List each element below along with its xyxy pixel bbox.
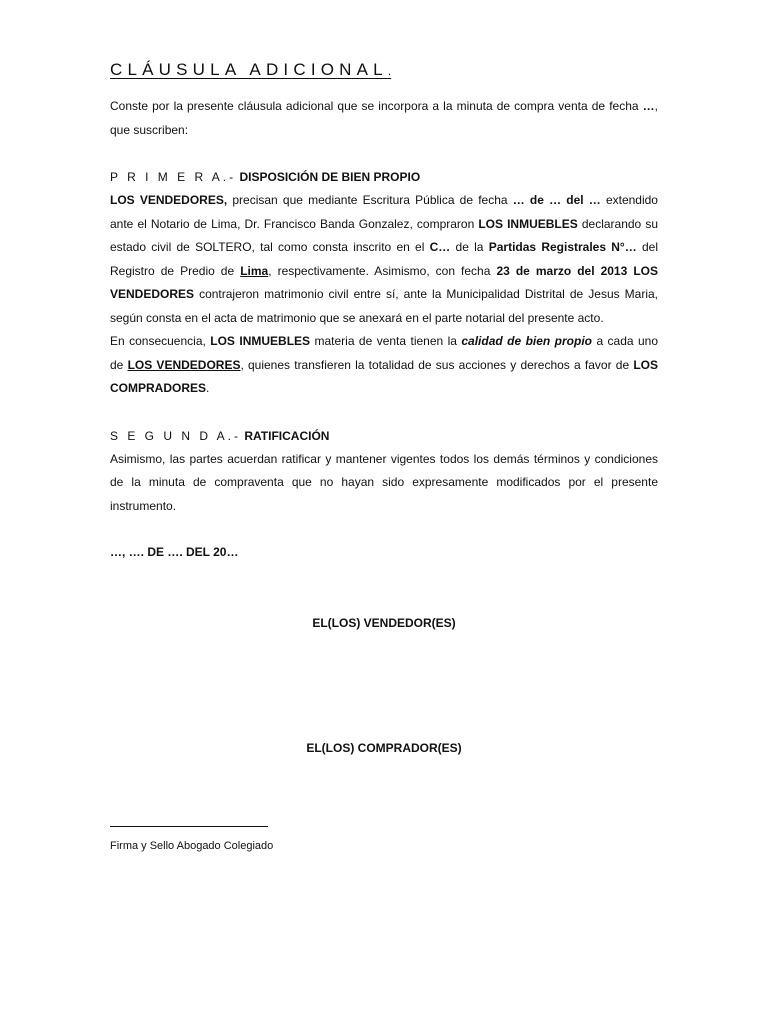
clause-primera-title: DISPOSICIÓN DE BIEN PROPIO bbox=[239, 170, 421, 184]
intro-text-end: , que suscriben: bbox=[110, 99, 658, 137]
text: a cada uno de bbox=[110, 334, 659, 372]
bold-lima: Lima bbox=[240, 263, 269, 278]
clause-segunda-label: S E G U N D A.- bbox=[110, 428, 242, 443]
bold-fecha: … de … del … bbox=[512, 193, 601, 207]
text: de la bbox=[450, 240, 489, 254]
signature-vendedor: EL(LOS) VENDEDOR(ES) bbox=[312, 616, 456, 630]
date-line: …, …. DE …. DEL 20… bbox=[110, 545, 239, 559]
bold-c: C… bbox=[429, 240, 451, 254]
bold-compradores: LOS COMPRADORES bbox=[110, 357, 658, 395]
text: extendido ante el Notario de Lima, Dr. Francisco Banda Gonzalez, compraron bbox=[110, 193, 658, 231]
bold-marzo: 23 de marzo del 2013 LOS VENDEDORES bbox=[110, 263, 658, 301]
clause-primera-paragraph-2 bbox=[110, 330, 658, 401]
text: precisan que mediante Escritura Pública de fecha bbox=[227, 193, 513, 207]
clause-primera-paragraph-1 bbox=[110, 189, 658, 330]
clause-segunda-paragraph: Asimismo, las partes acuerdan ratificar y mantener vigentes todos los demás términos y condiciones de la minuta de compraventa que no hayan sido expresamente modificados por el presente instrumento. bbox=[110, 451, 658, 513]
document-title-text: CLÁUSULA ADICIONAL bbox=[110, 60, 388, 79]
intro-paragraph bbox=[110, 95, 658, 142]
signature-line bbox=[110, 826, 268, 827]
clause-segunda-heading bbox=[110, 425, 658, 448]
document-title-dot: . bbox=[387, 64, 392, 78]
signature-comprador: EL(LOS) COMPRADOR(ES) bbox=[306, 741, 462, 755]
text: , respectivamente. Asimismo, con fecha bbox=[268, 263, 497, 278]
clause-primera-label: P R I M E R A.- bbox=[110, 170, 237, 184]
document-title bbox=[110, 58, 658, 83]
text: del Registro de Predio de bbox=[110, 240, 658, 278]
intro-date-placeholder: … bbox=[642, 99, 655, 113]
clause-segunda-title: RATIFICACIÓN bbox=[244, 428, 330, 443]
text: . bbox=[206, 381, 210, 395]
bold-italic-bien-propio: calidad de bien propio bbox=[461, 334, 593, 348]
bold-vendedores: LOS VENDEDORES bbox=[127, 357, 241, 372]
bold-partidas: Partidas Registrales N°… bbox=[488, 240, 637, 254]
clause-primera-heading bbox=[110, 166, 658, 189]
intro-text: Conste por la presente cláusula adicional que se incorpora a la minuta de compra venta de fecha bbox=[110, 99, 643, 113]
bold-vendedores: LOS VENDEDORES, bbox=[110, 193, 228, 207]
text: declarando su estado civil de SOLTERO, tal como consta inscrito en el bbox=[110, 216, 658, 254]
text: En consecuencia, bbox=[110, 334, 211, 348]
text: materia de venta tienen la bbox=[310, 334, 462, 348]
text: , quienes transfieren la totalidad de sus acciones y derechos a favor de bbox=[240, 357, 634, 372]
signature-abogado: Firma y Sello Abogado Colegiado bbox=[110, 840, 274, 852]
text: contrajeron matrimonio civil entre sí, ante la Municipalidad Distrital de Jesus Maria, según consta en el acta de matrimonio que se anexará en el parte notarial del presente acto. bbox=[110, 287, 658, 325]
bold-inmuebles: LOS INMUEBLES bbox=[210, 334, 311, 348]
bold-inmuebles: LOS INMUEBLES bbox=[478, 216, 578, 231]
